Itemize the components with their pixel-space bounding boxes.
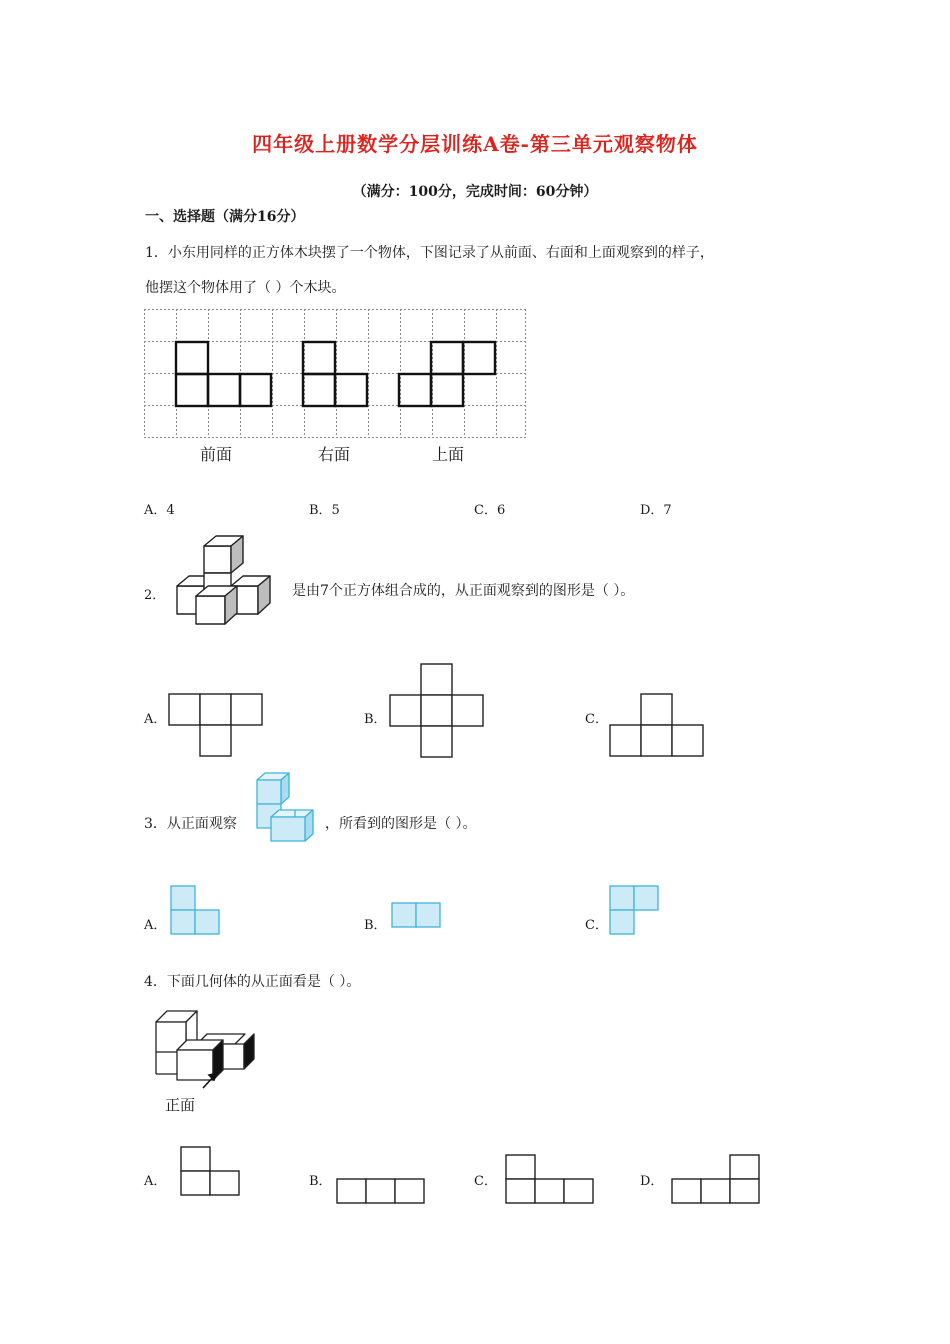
- exam-info: （满分：100分，完成时间：60分钟）: [352, 184, 598, 200]
- question-1-option-b[interactable]: B．5: [309, 503, 340, 518]
- view-label-top: 上面: [432, 445, 465, 464]
- question-2-option-c[interactable]: C．: [585, 712, 608, 727]
- question-1-option-c[interactable]: C．6: [474, 503, 506, 518]
- question-4-text: 4．下面几何体的从正面看是（ ）。: [144, 974, 361, 990]
- question-2-option-c-figure: [609, 693, 705, 757]
- question-3-option-a-figure: [170, 885, 222, 935]
- question-4-option-a[interactable]: A．: [144, 1174, 167, 1189]
- question-3-option-b[interactable]: B．: [364, 918, 387, 933]
- question-2-number: 2．: [144, 588, 166, 603]
- question-2-option-b[interactable]: B．: [364, 712, 387, 727]
- question-1-option-a[interactable]: A．4: [144, 503, 175, 518]
- question-3-option-c[interactable]: C．: [585, 918, 608, 933]
- question-1-text-cont: 他摆这个物体用了（ ）个木块。: [145, 280, 346, 296]
- question-3-text: 3．从正面观察: [144, 816, 237, 832]
- question-1-text: 1．小东用同样的正方体木块摆了一个物体，下图记录了从前面、右面和上面观察到的样子，: [145, 245, 714, 261]
- question-3-option-a[interactable]: A．: [144, 918, 167, 933]
- question-2-cube-figure: [174, 536, 276, 626]
- view-label-front: 前面: [200, 445, 233, 464]
- question-4-option-b-figure: [336, 1178, 428, 1204]
- question-2-option-a-figure: [168, 693, 264, 757]
- question-4-option-c-figure: [505, 1154, 597, 1204]
- front-view-caption: 正面: [165, 1096, 196, 1114]
- question-4-option-a-figure: [180, 1146, 242, 1196]
- question-3-cube-figure: [255, 772, 317, 844]
- question-2-option-b-figure: [389, 663, 485, 758]
- page-title: 四年级上册数学分层训练A卷-第三单元观察物体: [252, 132, 698, 156]
- question-4-option-d[interactable]: D．: [640, 1174, 664, 1189]
- question-3-text-cont: ，所看到的图形是（ ）。: [325, 816, 477, 832]
- question-4-option-c[interactable]: C．: [474, 1174, 497, 1189]
- question-2-text: 是由7个正方体组合成的，从正面观察到的图形是（ ）。: [292, 583, 635, 599]
- question-2-option-a[interactable]: A．: [144, 712, 167, 727]
- question-4-option-d-figure: [671, 1154, 763, 1204]
- question-4-option-b[interactable]: B．: [309, 1174, 332, 1189]
- question-3-option-c-figure: [609, 885, 661, 935]
- question-1-option-d[interactable]: D．7: [640, 503, 672, 518]
- question-1-grid-figure: [144, 309, 528, 439]
- question-4-solid-figure: [153, 1008, 259, 1090]
- view-label-right: 右面: [318, 445, 351, 464]
- question-3-option-b-figure: [391, 902, 443, 929]
- section-heading: 一、选择题（满分16分）: [145, 209, 305, 225]
